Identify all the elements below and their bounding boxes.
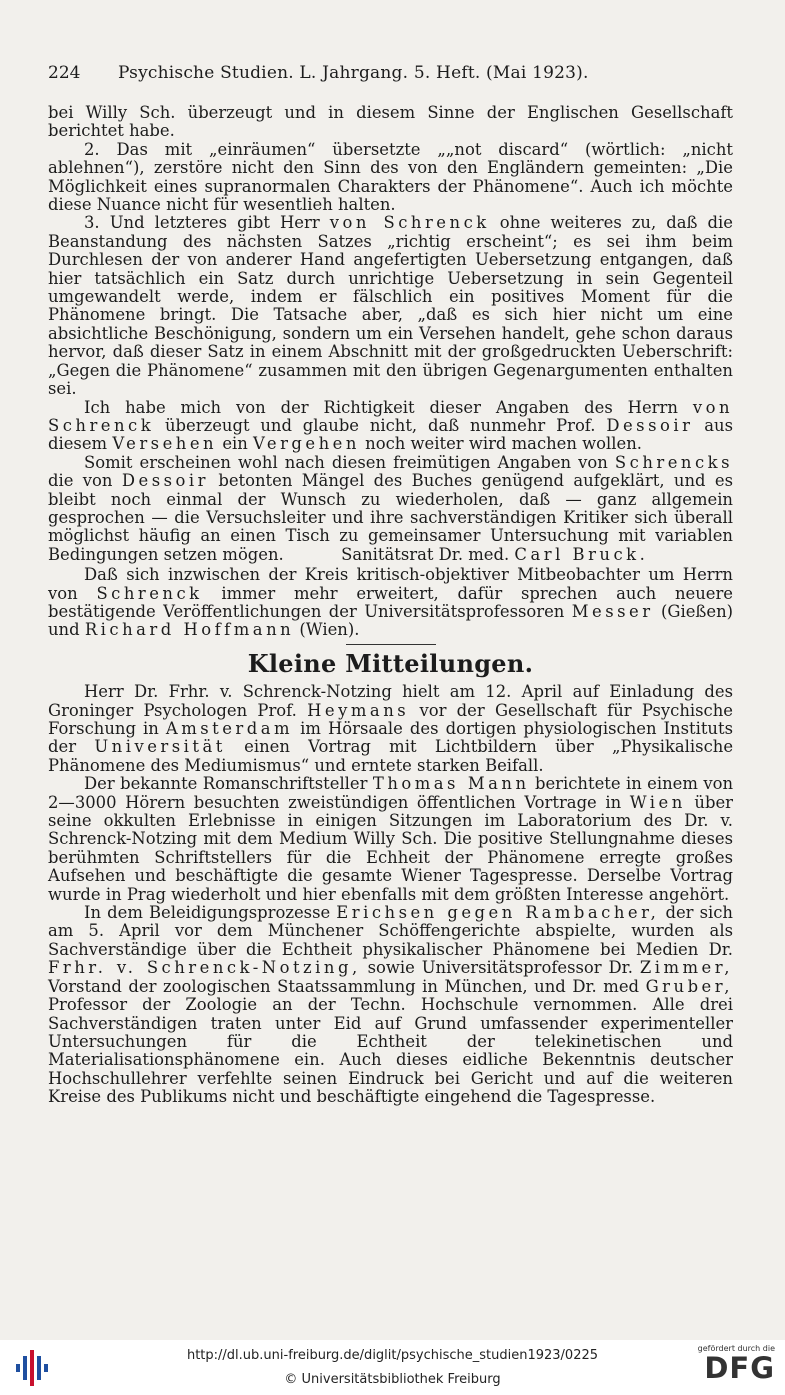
dfg-caption: gefördert durch die	[697, 1344, 775, 1353]
signature-name: Carl Bruck.	[514, 544, 649, 564]
signature-prefix: Sanitätsrat Dr. med.	[341, 544, 510, 564]
paragraph-1: bei Willy Sch. überzeugt und in diesem Sinne der Englischen Gesellschaft berichtet habe.	[48, 103, 733, 141]
running-header	[48, 63, 733, 83]
section-divider	[346, 644, 436, 645]
running-title: Psychische Studien. L. Jahrgang. 5. Heft. (Mai 1923).	[118, 63, 589, 83]
news-item-3: In dem Beleidigungsprozesse Erichsen gegen Rambacher, der sich am 5. April vor dem Münchener Schöffengerichte abspielte, wurden als Sachverständige über die Echtheit physikalischer Phänomene bei Medien Dr. Frhr. v. Schrenck-Notzing, sowie Universitätsprofessor Dr. Zimmer, Vorstand der zoologischen Staatssammlung in München, und Dr. med Gruber, Professor der Zoologie an der Techn. Hochschule vernommen. Alle drei Sachverständigen traten unter Eid auf Grund umfassender experimenteller Untersuchungen für die Echtheit der telekinetischen und Materialisationsphänomene ein. Auch dieses eidliche Bekenntnis deutscher Hochschullehrer verfehlte seinen Eindruck bei Gericht und auf die weiteren Kreise des Publikums nicht und beschäftigte eingehend die Tagespresse.	[48, 903, 733, 1107]
news-item-2: Der bekannte Romanschriftsteller Thomas Mann berichtete in einem von 2—3000 Hörern besuchten zweistündigen öffentlichen Vortrage in Wien über seine okkulten Erlebnisse in einigen Sitzungen im Laboratorium des Dr. v. Schrenck-Notzing mit dem Medium Willy Sch. Die positive Stellungnahme dieses berühmten Schriftstellers für die Echheit der Phänomene erregte großes Aufsehen und beschäftigte die gesamte Wiener Tagespresse. Derselbe Vortrag wurde in Prag wiederholt und hier ebenfalls mit dem größten Interesse angehört.	[48, 774, 734, 904]
section-title: Kleine Mitteilungen.	[247, 648, 534, 678]
viewer-footer	[0, 1340, 785, 1395]
dfg-logo-text: DFG	[704, 1351, 775, 1385]
paragraph-6: Daß sich inzwischen der Kreis kritisch-objektiver Mitbeobachter um Herrn von Schrenck immer mehr erweitert, dafür sprechen auch neuere bestätigende Veröffentlichungen der Universitätsprofessoren Messer (Gießen) und Richard Hoffmann (Wien).	[48, 565, 734, 640]
paragraph-5: Somit erscheinen wohl nach diesen freimütigen Angaben von Schrencks die von Dessoir betonten Mängel des Buches genügend aufgeklärt, und es bleibt noch einmal der Wunsch zu wiederholen, daß — ganz allgemein gesprochen — die Versuchsleiter und ihre sachverständigen Kritiker sich überall möglichst häufig an einen Tisch zu gemeinsamer Untersuchung mit variablen Bedingungen setzen mögen. Sanitätsrat Dr. med. Carl Bruck.	[48, 452, 733, 564]
paragraph-3: 3. Und letzteres gibt Herr von Schrenck ohne weiteres zu, daß die Beanstandung des nächsten Satzes „richtig erscheint“; es sei ihm beim Durchlesen der von anderer Hand angefertigten Uebersetzung entgangen, daß hier tatsächlich ein Satz durch unrichtige Uebersetzung in sein Gegenteil umgewandelt werde, indem er fälschlich ein positives Moment für die Phänomene bringt. Die Tatsache aber, „daß es sich hier nicht um eine absichtliche Beschönigung, sondern um ein Versehen handelt, gehe schon daraus hervor, daß dieser Satz in einem Abschnitt mit der großgedruckten Ueberschrift: „Gegen die Phänomene“ zusammen mit den übrigen Gegenargumenten enthalten sei.	[48, 213, 733, 399]
news-item-1: Herr Dr. Frhr. v. Schrenck-Notzing hielt am 12. April auf Einladung des Groninger Psychologen Prof. Heymans vor der Gesellschaft für Psychische Forschung in Amsterdam im Hörsaale des dortigen physiologischen Instituts der Universität einen Vortrag mit Lichtbildern über „Physikalische Phänomene des Mediumismus“ und erntete starken Beifall.	[48, 682, 734, 775]
dfg-logo	[693, 1344, 775, 1392]
copyright-notice: © Universitätsbibliothek Freiburg	[284, 1372, 501, 1387]
document-url-link[interactable]: http://dl.ub.uni-freiburg.de/diglit/psychische_studien1923/0225	[186, 1348, 599, 1363]
page-body	[48, 104, 733, 1107]
paragraph-2: 2. Das mit „einräumen“ übersetzte „„not discard“ (wörtlich: „nicht ablehnen“), zerstöre nicht den Sinn des von den Engländern gemeinten: „Die Möglichkeit eines supranormalen Charakters der Phänomene“. Auch ich möchte diese Nuance nicht für wesentlieh halten.	[48, 139, 733, 215]
paragraph-4: Ich habe mich von der Richtigkeit dieser Angaben des Herrn von Schrenck überzeugt und glaube nicht, daß nunmehr Prof. Dessoir aus diesem Versehen ein Vergehen noch weiter wird machen wollen.	[48, 397, 733, 454]
page-number: 224	[48, 63, 81, 83]
